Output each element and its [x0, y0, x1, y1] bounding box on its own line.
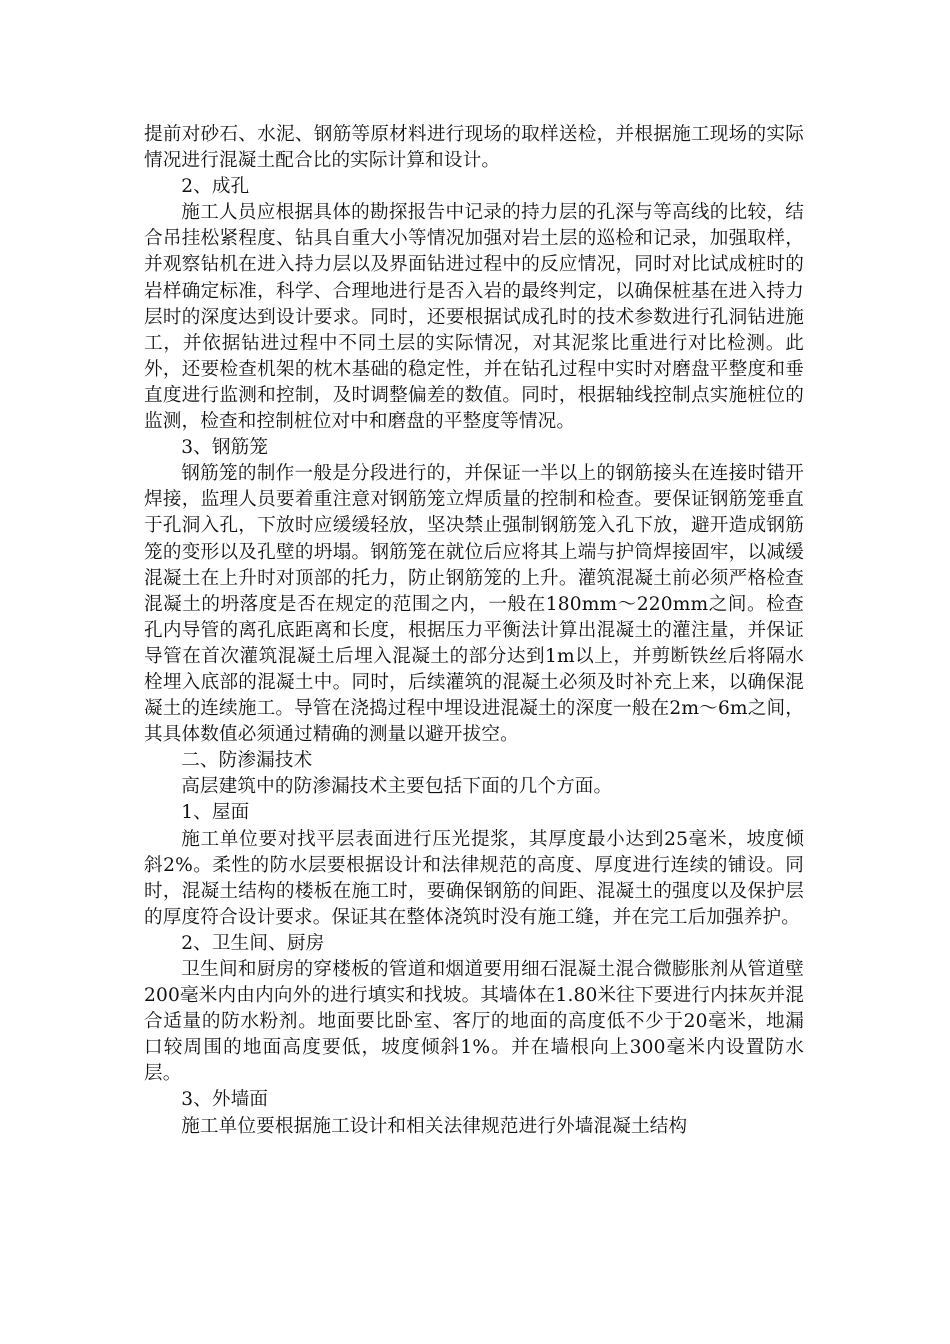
heading-roof: 1、屋面: [181, 802, 250, 824]
paragraph-drilling: 施工人员应根据具体的勘探报告中记录的持力层的孔深与等高线的比较，结合吊挂松紧程度、钻具自重大小等情况加强对岩土层的巡检和记录，加强取样，并观察钻机在进入持力层以及界面钻进过程中的反应情况，同时对比试成桩时的岩样确定标准，科学、合理地进行是否入岩的最终判定，以确保桩基在进入持力层时的深度达到设计要求。同时，还要根据试成孔时的技术参数进行孔洞钻进施工，并依据钻进过程中不同土层的实际情况，对其泥浆比重进行对比检测。此外，还要检查机架的枕木基础的稳定性，并在钻孔过程中实时对磨盘平整度和垂直度进行监测和控制，及时调整偏差的数值。同时，根据轴线控制点实施桩位的监测，检查和控制桩位对中和磨盘的平整度等情况。: [144, 202, 804, 433]
paragraph-bathroom-kitchen: 卫生间和厨房的穿楼板的管道和烟道要用细石混凝土混合微膨胀剂从管道壁200毫米内由内向外的进行填实和找坡。其墙体在1.80米往下要进行内抹灰并混合适量的防水粉剂。地面要比卧室、客厅的地面的高度低不少于20毫米，地漏口较周围的地面高度要低，坡度倾斜1%。并在墙根向上300毫米内设置防水层。: [144, 959, 804, 1085]
document-page: [144, 122, 804, 1140]
paragraph-roof: 施工单位要对找平层表面进行压光提浆，其厚度最小达到25毫米，坡度倾斜2%。柔性的防水层要根据设计和法律规范的高度、厚度进行连续的铺设。同时，混凝土结构的楼板在施工时，要确保钢筋的间距、混凝土的强度以及保护层的厚度符合设计要求。保证其在整体浇筑时没有施工缝，并在完工后加强养护。: [144, 828, 804, 928]
heading-drilling: 2、成孔: [181, 176, 250, 198]
heading-exterior-wall: 3、外墙面: [181, 1089, 269, 1111]
heading-rebar-cage: 3、钢筋笼: [181, 437, 269, 459]
heading-anti-leakage: 二、防渗漏技术: [181, 750, 313, 772]
paragraph-anti-leakage-intro: 高层建筑中的防渗漏技术主要包括下面的几个方面。: [181, 776, 613, 798]
paragraph-exterior-wall: 施工单位要根据施工设计和相关法律规范进行外墙混凝土结构: [181, 1115, 688, 1137]
paragraph-rebar-cage: 钢筋笼的制作一般是分段进行的，并保证一半以上的钢筋接头在连接时错开焊接，监理人员要着重注意对钢筋笼立焊质量的控制和检查。要保证钢筋笼垂直于孔洞入孔，下放时应缓缓轻放，坚决禁止强制钢筋笼入孔下放，避开造成钢筋笼的变形以及孔壁的坍塌。钢筋笼在就位后应将其上端与护筒焊接固牢，以减缓混凝土在上升时对顶部的托力，防止钢筋笼的上升。灌筑混凝土前必须严格检查混凝土的坍落度是否在规定的范围之内，一般在180mm～220mm之间。检查孔内导管的离孔底距离和长度，根据压力平衡法计算出混凝土的灌注量，并保证导管在首次灌筑混凝土后埋入混凝土的部分达到1m以上，并剪断铁丝后将隔水栓埋入底部的混凝土中。同时，后续灌筑的混凝土必须及时补充上来，以确保混凝土的连续施工。导管在浇捣过程中埋设进混凝土的深度一般在2m～6m之间，其具体数值必须通过精确的测量以避开拔空。: [144, 463, 804, 746]
heading-bathroom-kitchen: 2、卫生间、厨房: [181, 932, 325, 954]
paragraph-materials-end: 提前对砂石、水泥、钢筋等原材料进行现场的取样送检，并根据施工现场的实际情况进行混凝土配合比的实际计算和设计。: [144, 124, 804, 172]
